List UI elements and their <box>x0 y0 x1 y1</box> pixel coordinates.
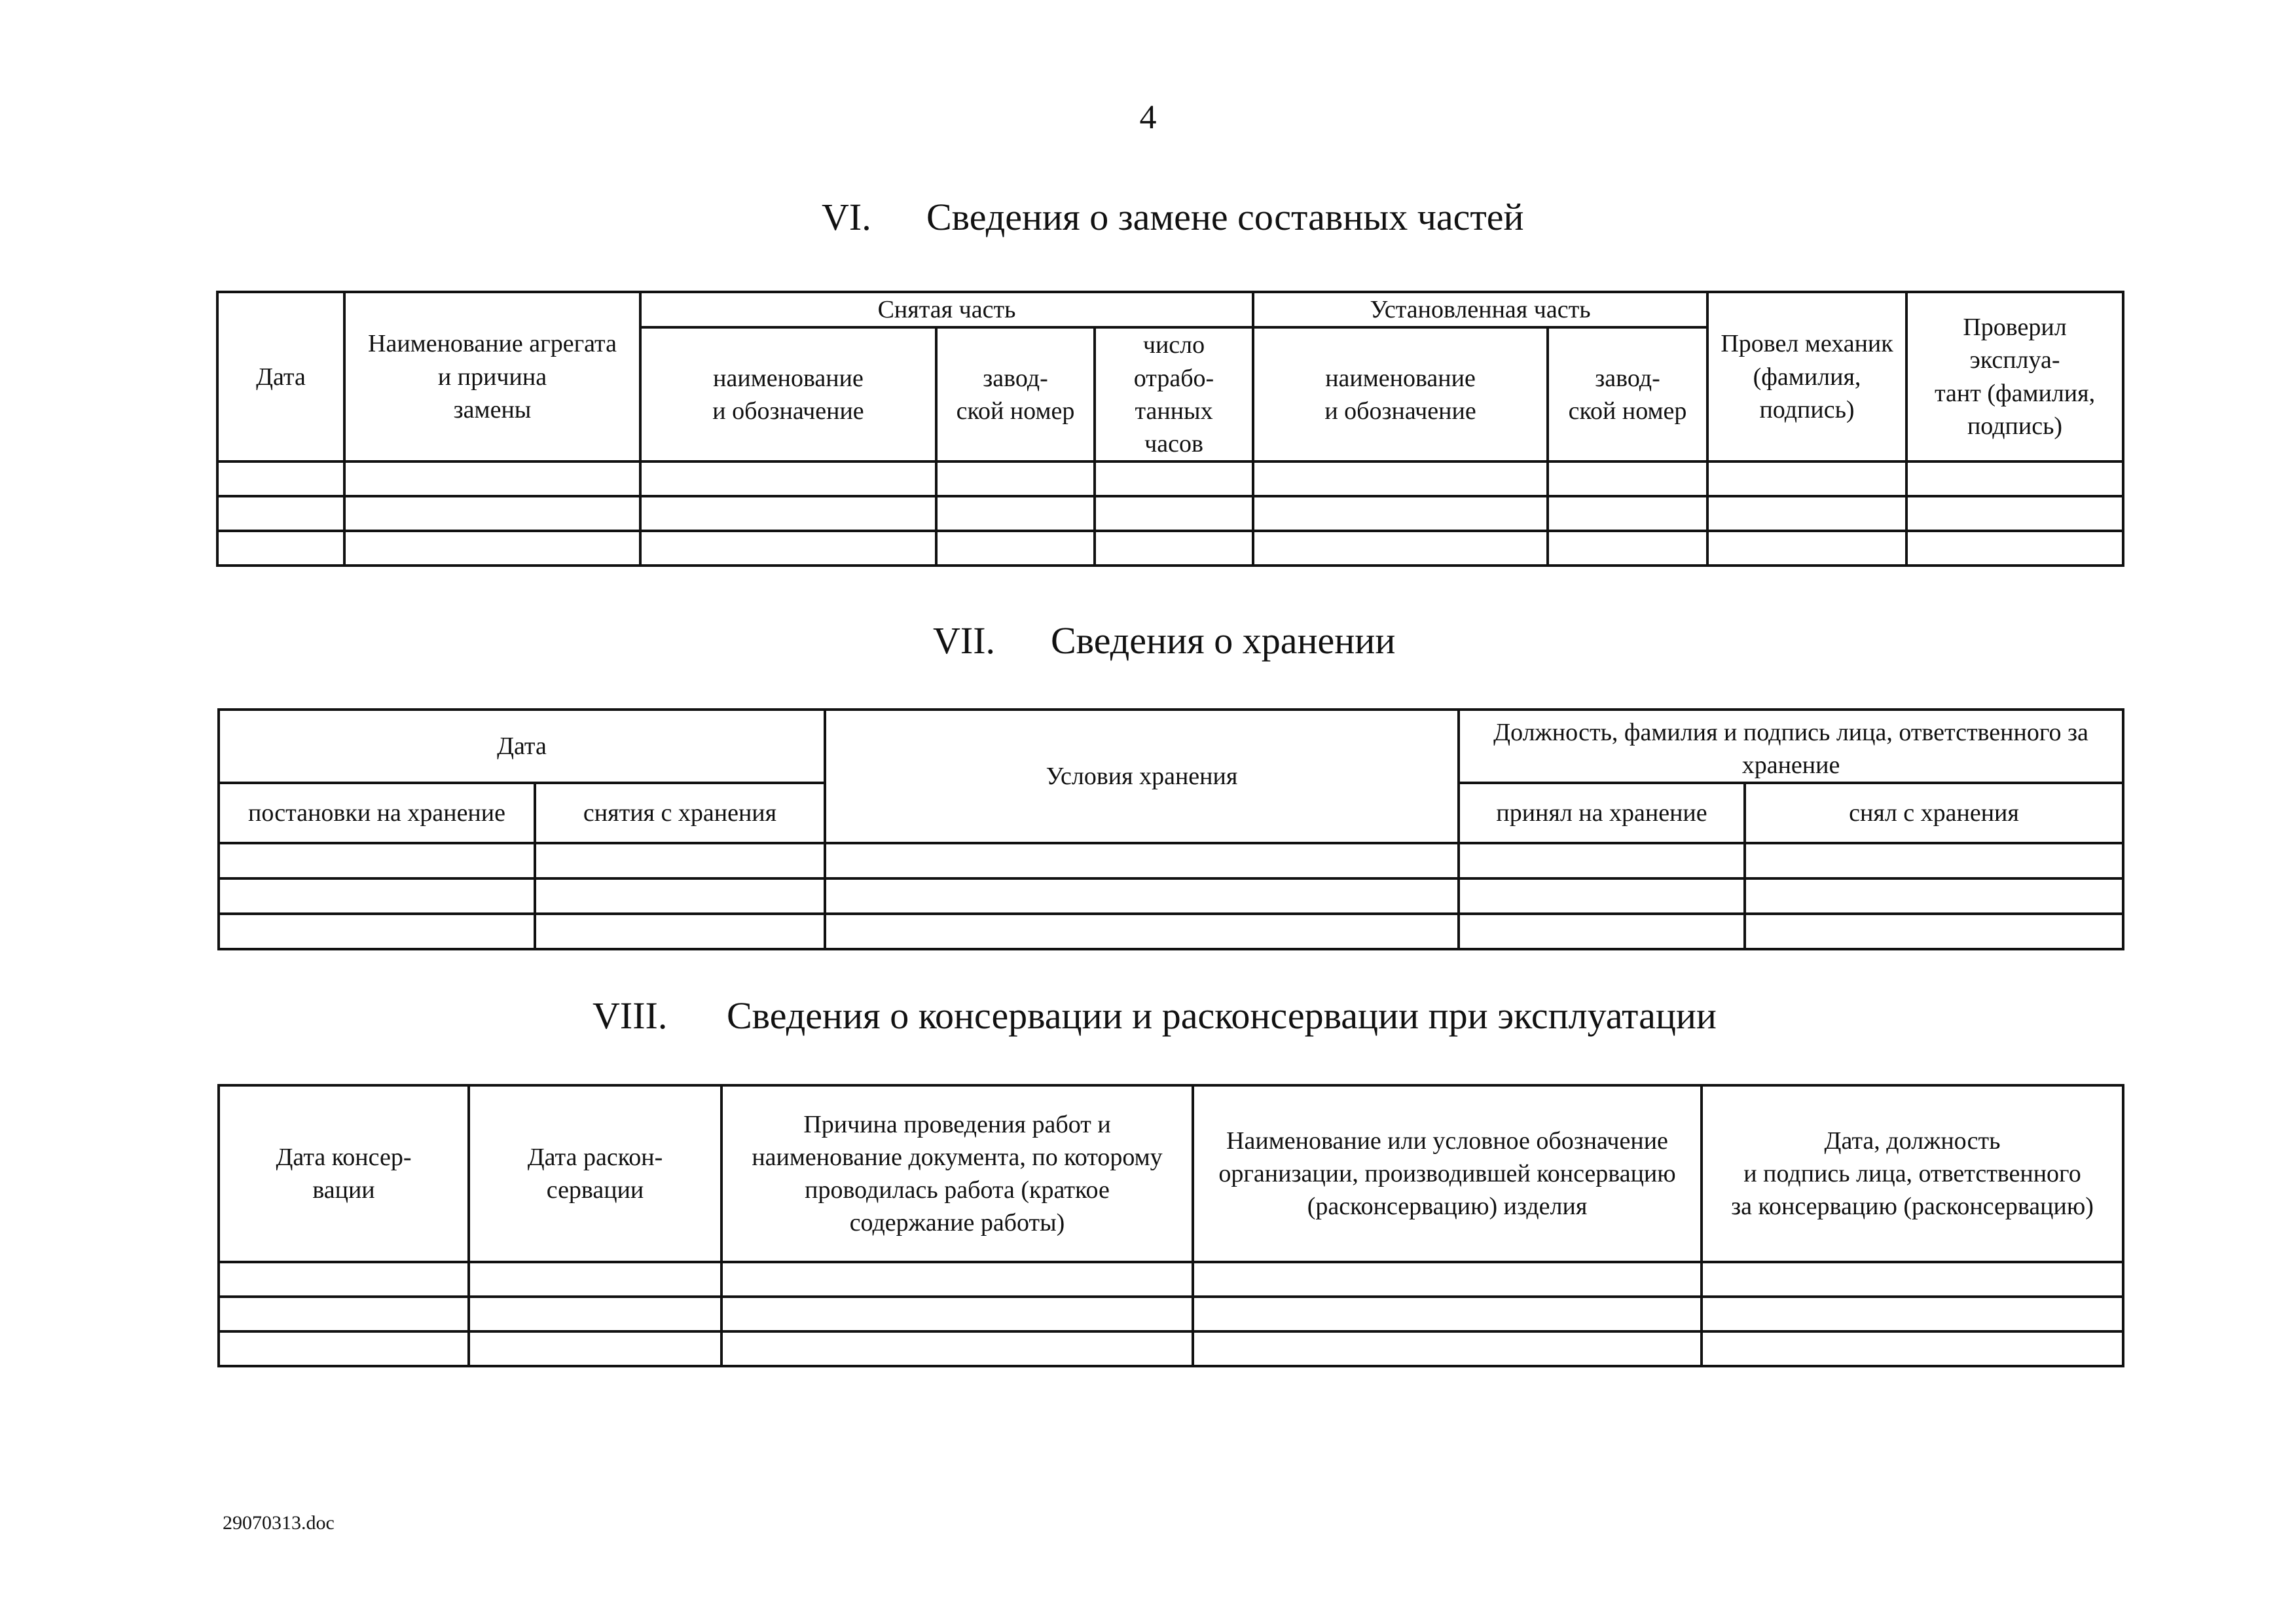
header-date-out: снятия с хранения <box>535 783 825 843</box>
table-cell[interactable] <box>217 496 344 531</box>
header-removed-part: Снятая часть <box>640 292 1253 327</box>
table-row <box>219 1297 2123 1331</box>
table-cell[interactable] <box>1906 496 2123 531</box>
table-cell[interactable] <box>1906 531 2123 566</box>
header-reactivation-date: Дата раскон- сервации <box>469 1085 721 1262</box>
table-cell[interactable] <box>219 1262 469 1297</box>
section-7-numeral: VII. <box>933 619 996 662</box>
table-cell[interactable] <box>1745 914 2123 949</box>
table-cell[interactable] <box>1459 914 1745 949</box>
table-cell[interactable] <box>344 531 640 566</box>
table-cell[interactable] <box>535 843 825 878</box>
table-cell[interactable] <box>721 1297 1193 1331</box>
header-removed: снял с хранения <box>1745 783 2123 843</box>
table-row <box>217 496 2123 531</box>
header-conservation-date: Дата консер- вации <box>219 1085 469 1262</box>
table-cell[interactable] <box>640 496 936 531</box>
section-8-title <box>592 994 1717 1038</box>
table-cell[interactable] <box>344 496 640 531</box>
table-cell[interactable] <box>1253 496 1548 531</box>
table-cell[interactable] <box>219 843 535 878</box>
table-row <box>217 531 2123 566</box>
header-installed-name: наименование и обозначение <box>1253 327 1548 461</box>
file-name: 29070313.doc <box>223 1512 335 1534</box>
section-6-title <box>822 195 1524 239</box>
section-8-numeral: VIII. <box>592 994 668 1037</box>
table-cell[interactable] <box>640 461 936 496</box>
section-7-heading: Сведения о хранении <box>1051 619 1396 662</box>
table-cell[interactable] <box>1193 1262 1702 1297</box>
table-cell[interactable] <box>936 461 1095 496</box>
header-mechanic: Провел механик (фамилия, подпись) <box>1707 292 1906 461</box>
header-removed-hours: число отрабо- танных часов <box>1095 327 1253 461</box>
table-cell[interactable] <box>1745 843 2123 878</box>
table-cell[interactable] <box>936 531 1095 566</box>
header-organization: Наименование или условное обозначение организации, производившей консервацию (расконсервацию) изделия <box>1193 1085 1702 1262</box>
table-cell[interactable] <box>1707 496 1906 531</box>
table-cell[interactable] <box>936 496 1095 531</box>
table-cell[interactable] <box>1702 1262 2123 1297</box>
conservation-table <box>217 1084 2124 1367</box>
table-cell[interactable] <box>1548 531 1707 566</box>
table-cell[interactable] <box>640 531 936 566</box>
table-cell[interactable] <box>1906 461 2123 496</box>
header-unit-name: Наименование агрегата и причина замены <box>344 292 640 461</box>
table-cell[interactable] <box>1702 1331 2123 1366</box>
page-number: 4 <box>1139 99 1157 136</box>
table-cell[interactable] <box>1459 878 1745 914</box>
header-removed-serial: завод- ской номер <box>936 327 1095 461</box>
table-cell[interactable] <box>219 1297 469 1331</box>
table-cell[interactable] <box>825 914 1459 949</box>
table-cell[interactable] <box>1702 1297 2123 1331</box>
header-storage-conditions: Условия хранения <box>825 710 1459 843</box>
table-row <box>219 878 2123 914</box>
table-cell[interactable] <box>219 914 535 949</box>
table-row <box>219 1331 2123 1366</box>
table-row <box>219 1262 2123 1297</box>
table-row <box>219 914 2123 949</box>
header-responsible-person: Должность, фамилия и подпись лица, ответственного за хранение <box>1459 710 2123 783</box>
header-responsible: Дата, должность и подпись лица, ответственного за консервацию (расконсервацию) <box>1702 1085 2123 1262</box>
table-cell[interactable] <box>1548 461 1707 496</box>
table-cell[interactable] <box>219 878 535 914</box>
table-cell[interactable] <box>469 1331 721 1366</box>
section-8-heading: Сведения о консервации и расконсервации при эксплуатации <box>727 994 1717 1037</box>
parts-replacement-table <box>216 291 2124 567</box>
header-checked-by: Проверил эксплуа- тант (фамилия, подпись) <box>1906 292 2123 461</box>
header-date: Дата <box>219 710 825 783</box>
table-row <box>219 843 2123 878</box>
table-cell[interactable] <box>1095 461 1253 496</box>
header-date: Дата <box>217 292 344 461</box>
section-6-heading: Сведения о замене составных частей <box>926 196 1524 238</box>
header-date-in: постановки на хранение <box>219 783 535 843</box>
table-cell[interactable] <box>469 1297 721 1331</box>
table-cell[interactable] <box>1548 496 1707 531</box>
header-installed-part: Установленная часть <box>1253 292 1707 327</box>
table-cell[interactable] <box>217 531 344 566</box>
table-cell[interactable] <box>1095 531 1253 566</box>
table-cell[interactable] <box>1095 496 1253 531</box>
table-cell[interactable] <box>469 1262 721 1297</box>
table-cell[interactable] <box>217 461 344 496</box>
table-cell[interactable] <box>1253 461 1548 496</box>
table-row <box>217 461 2123 496</box>
table-cell[interactable] <box>1253 531 1548 566</box>
table-cell[interactable] <box>535 914 825 949</box>
storage-table <box>217 708 2124 950</box>
table-cell[interactable] <box>721 1262 1193 1297</box>
section-6-numeral: VI. <box>822 196 871 238</box>
section-7-title <box>933 619 1395 662</box>
table-cell[interactable] <box>1707 461 1906 496</box>
table-cell[interactable] <box>535 878 825 914</box>
header-reason: Причина проведения работ и наименование документа, по которому проводилась работа (краткое содержание работы) <box>721 1085 1193 1262</box>
table-cell[interactable] <box>219 1331 469 1366</box>
header-accepted: принял на хранение <box>1459 783 1745 843</box>
table-cell[interactable] <box>1193 1297 1702 1331</box>
header-removed-name: наименование и обозначение <box>640 327 936 461</box>
table-cell[interactable] <box>1459 843 1745 878</box>
table-cell[interactable] <box>1745 878 2123 914</box>
table-cell[interactable] <box>721 1331 1193 1366</box>
table-cell[interactable] <box>1707 531 1906 566</box>
table-cell[interactable] <box>825 878 1459 914</box>
table-cell[interactable] <box>1193 1331 1702 1366</box>
header-installed-serial: завод- ской номер <box>1548 327 1707 461</box>
table-cell[interactable] <box>825 843 1459 878</box>
table-cell[interactable] <box>344 461 640 496</box>
